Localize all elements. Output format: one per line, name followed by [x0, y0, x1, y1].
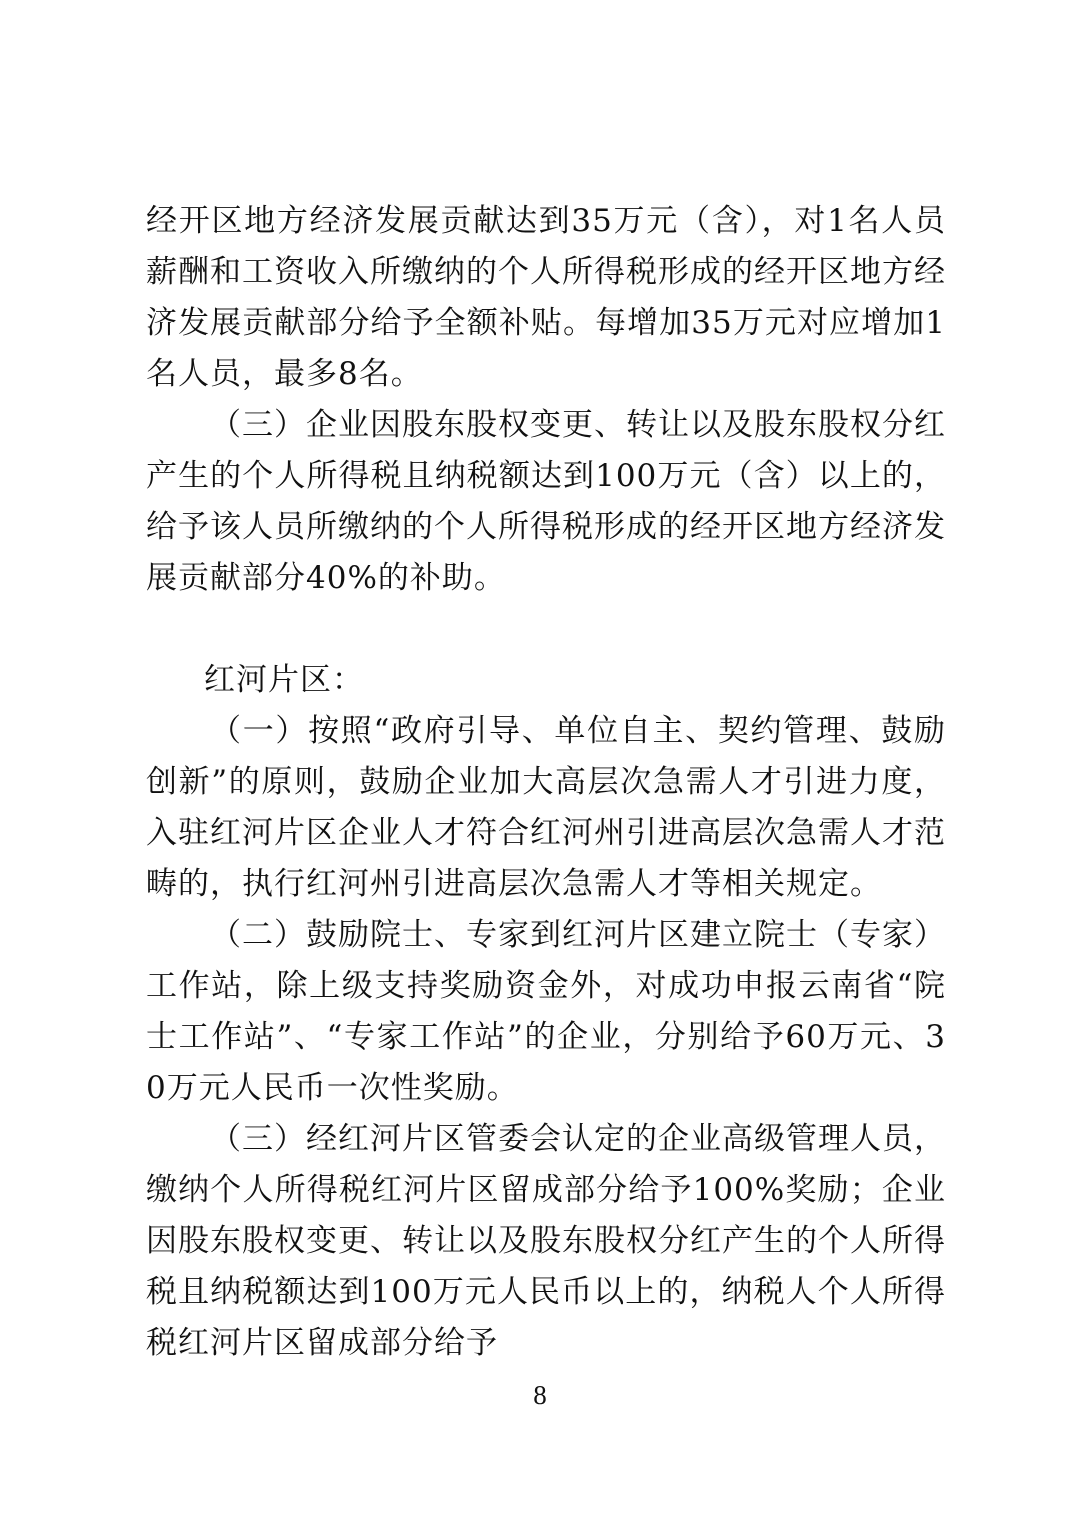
body-text-section-b — [146, 706, 946, 1369]
paragraph-item-3: （三）企业因股东股权变更、转让以及股东股权分红产生的个人所得税且纳税额达到100万元（含）以上的，给予该人员所缴纳的个人所得税形成的经开区地方经济发展贡献部分40%的补助。 — [146, 407, 946, 596]
paragraph-item-3: （三）经红河片区管委会认定的企业高级管理人员，缴纳个人所得税红河片区留成部分给予100%奖励；企业因股东股权变更、转让以及股东股权分红产生的个人所得税且纳税额达到100万元人民币以上的，纳税人个人所得税红河片区留成部分给予 — [146, 1121, 946, 1361]
body-text-section-a — [146, 196, 946, 604]
section-heading: 红河片区： — [204, 662, 364, 698]
paragraph-item-2: （二）鼓励院士、专家到红河片区建立院士（专家）工作站，除上级支持奖励资金外，对成功申报云南省“院士工作站”、“专家工作站”的企业，分别给予60万元、30万元人民币一次性奖励。 — [146, 917, 946, 1106]
paragraph-item-1: （一）按照“政府引导、单位自主、契约管理、鼓励创新”的原则，鼓励企业加大高层次急需人才引进力度，入驻红河片区企业人才符合红河州引进高层次急需人才范畴的，执行红河州引进高层次急需人才等相关规定。 — [146, 713, 946, 902]
page-number: 8 — [533, 1380, 547, 1410]
paragraph-continued: 经开区地方经济发展贡献达到35万元（含），对1名人员薪酬和工资收入所缴纳的个人所得税形成的经开区地方经济发展贡献部分给予全额补贴。每增加35万元对应增加1名人员，最多8名。 — [146, 203, 946, 392]
